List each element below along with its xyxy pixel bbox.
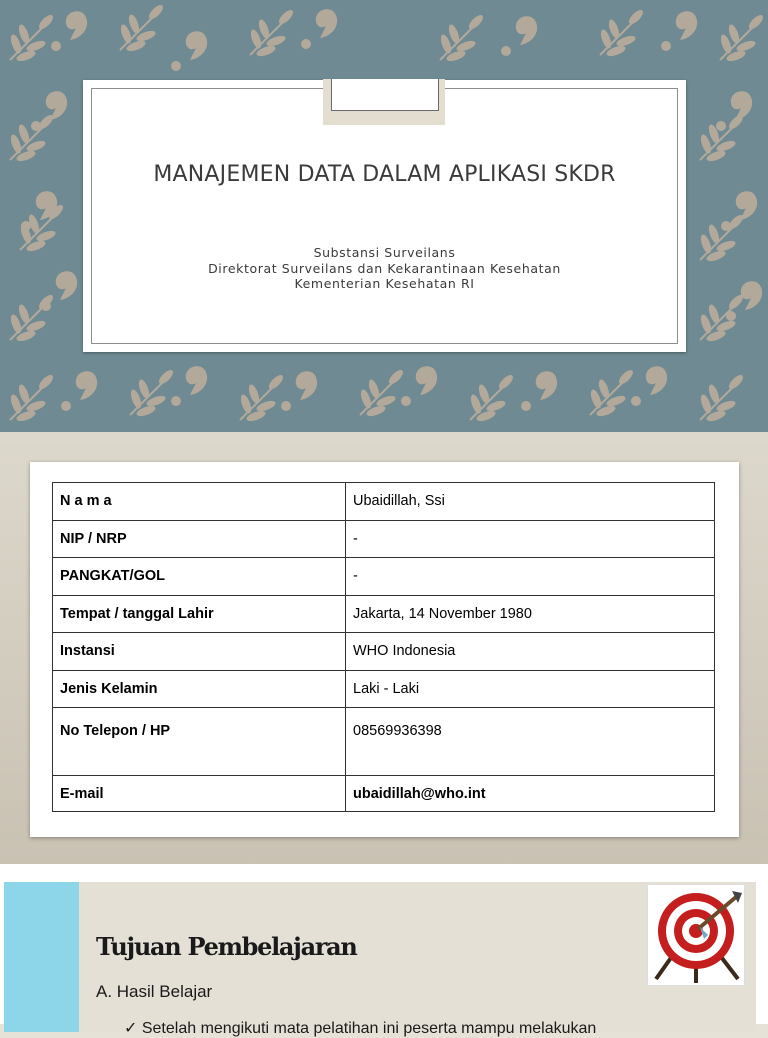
title-card-tab-inner <box>331 79 439 111</box>
table-row <box>53 670 715 708</box>
profile-table <box>52 482 715 812</box>
title-slide <box>0 0 768 432</box>
row-label: NIP / NRP <box>53 520 346 558</box>
target-icon <box>647 884 745 986</box>
table-row <box>53 520 715 558</box>
table-row <box>53 595 715 633</box>
objectives-slide <box>0 864 768 1037</box>
title-card <box>83 80 686 352</box>
row-label: Tempat / tanggal Lahir <box>53 595 346 633</box>
profile-card <box>30 462 739 837</box>
row-value: Jakarta, 14 November 1980 <box>346 595 715 633</box>
row-value: - <box>346 520 715 558</box>
subtitle-line-1: Substansi Surveilans <box>313 245 456 260</box>
profile-slide <box>0 432 768 864</box>
slide-title: MANAJEMEN DATA DALAM APLIKASI SKDR <box>153 162 616 187</box>
subtitle-line-2: Direktorat Surveilans dan Kekarantinaan Kesehatan <box>208 261 561 276</box>
row-label: Instansi <box>53 633 346 671</box>
row-label: N a m a <box>53 483 346 521</box>
row-label: Jenis Kelamin <box>53 670 346 708</box>
row-value: WHO Indonesia <box>346 633 715 671</box>
row-value: - <box>346 558 715 596</box>
row-value: ubaidillah@who.int <box>346 776 715 812</box>
subtitle-line-3: Kementerian Kesehatan RI <box>294 276 475 291</box>
table-row <box>53 708 715 776</box>
row-label: PANGKAT/GOL <box>53 558 346 596</box>
row-value: Ubaidillah, Ssi <box>346 483 715 521</box>
row-value: 08569936398 <box>346 708 715 776</box>
table-row <box>53 558 715 596</box>
objective-text: ✓ Setelah mengikuti mata pelatihan ini peserta mampu melakukan <box>124 1020 597 1037</box>
table-row <box>53 483 715 521</box>
table-row <box>53 776 715 812</box>
row-label: E-mail <box>53 776 346 812</box>
table-row <box>53 633 715 671</box>
title-card-border <box>91 88 678 344</box>
section-title: Tujuan Pembelajaran <box>96 932 357 961</box>
section-subheading: A. Hasil Belajar <box>96 982 213 1001</box>
accent-bar <box>4 882 79 1032</box>
objectives-card <box>4 882 756 1037</box>
row-label: No Telepon / HP <box>53 708 346 776</box>
row-value: Laki - Laki <box>346 670 715 708</box>
